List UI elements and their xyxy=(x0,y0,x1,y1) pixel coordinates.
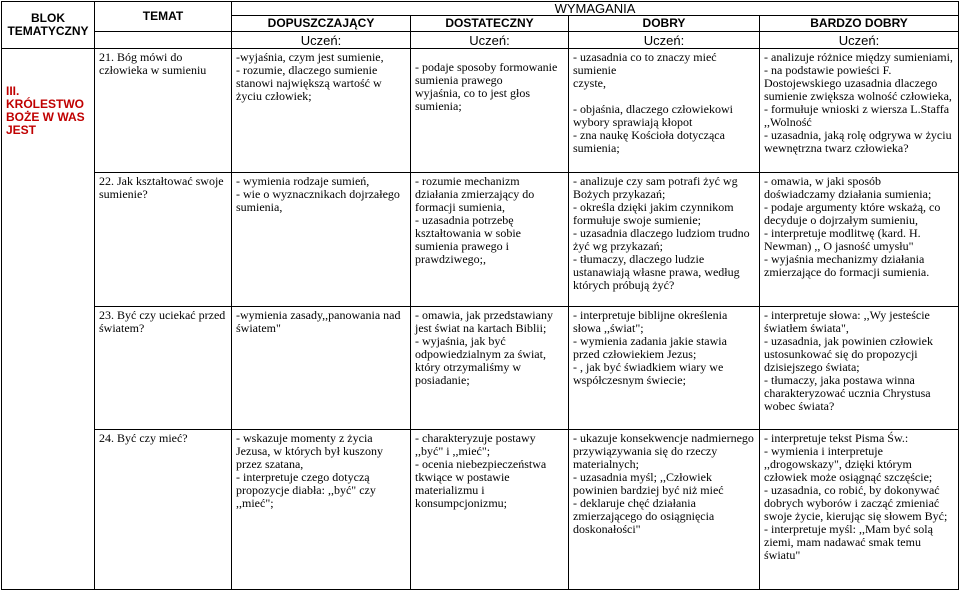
curriculum-table xyxy=(1,1,959,590)
bdb-23: - interpretuje słowa: ,,Wy jesteście światłem świata", - uzasadnia, jak powinien człowiek ustosunkować się do propozycji dzisiejszego świata; - tłumaczy, jaka postawa winna charakteryzować ucznia Chrystusa wobec świata? xyxy=(760,306,959,430)
header-empty xyxy=(95,32,232,49)
dop-21: -wyjaśnia, czym jest sumienie, - rozumie, dlaczego sumienie stanowi największą wartość w życiu człowiek; xyxy=(232,49,411,173)
dop-24: - wskazuje momenty z życia Jezusa, w których był kuszony przez szatana, - interpretuje czego dotyczą propozycje diabła: ,,być" czy ,,mieć"; xyxy=(232,430,411,590)
block-title: III. KRÓLESTWO BOŻE W WAS JEST xyxy=(2,49,95,590)
header-wymagania: WYMAGANIA xyxy=(232,2,959,16)
header-blok: BLOK TEMATYCZNY xyxy=(2,2,95,49)
dost-23: - omawia, jak przedstawiany jest świat na kartach Biblii; - wyjaśnia, jak być odpowiedzialnym za świat, który otrzymaliśmy w posiadanie; xyxy=(411,306,569,430)
uczen-label-dost: Uczeń: xyxy=(411,32,569,49)
dobry-22: - analizuje czy sam potrafi żyć wg Bożych przykazań; - określa dzięki jakim czynnikom formułuje swoje sumienie; - uzasadnia dlaczego ludziom trudno żyć wg przykazań; - tłumaczy, dlaczego ludzie ustanawiają własne prawa, według których próbują żyć? xyxy=(569,172,760,306)
dost-21: - podaje sposoby formowanie sumienia prawego wyjaśnia, co to jest głos sumienia; xyxy=(411,49,569,173)
bdb-24: - interpretuje tekst Pisma Św.: - wymienia i interpretuje ,,drogowskazy", dzięki którym człowiek może osiągnąć szczęście; - uzasadnia, co robić, by dokonywać dobrych wyborów i zacząć zmieniać swoje życie, kierując się słowem Być; - interpretuje myśl: ,,Mam być solą ziemi, mam nadawać smak temu światu" xyxy=(760,430,959,590)
topic-21: 21. Bóg mówi do człowieka w sumieniu xyxy=(95,49,232,173)
dobry-23: - interpretuje biblijne określenia słowa ,,świat"; - wymienia zadania jakie stawia przed człowiekiem Jezus; - , jak być świadkiem wiary we współczesnym świecie; xyxy=(569,306,760,430)
header-bardzo-dobry: BARDZO DOBRY xyxy=(760,16,959,32)
dop-23: -wymienia zasady,,panowania nad światem" xyxy=(232,306,411,430)
bdb-21: - analizuje różnice między sumieniami, - na podstawie powieści F. Dostojewskiego uzasadnia dlaczego sumienie zwiększa wolność człowieka, - formułuje wnioski z wiersza L.Staffa ,,Wolność - uzasadnia, jaką rolę odgrywa w życiu wewnętrzna twarz człowieka? xyxy=(760,49,959,173)
topic-23: 23. Być czy uciekać przed światem? xyxy=(95,306,232,430)
dost-24: - charakteryzuje postawy ,,być" i ,,mieć"; - ocenia niebezpieczeństwa tkwiące w postawie materializmu i konsumpcjonizmu; xyxy=(411,430,569,590)
bdb-22: - omawia, w jaki sposób doświadczamy działania sumienia; - podaje argumenty które wskażą, co decyduje o dojrzałym sumieniu, - interpretuje modlitwę (kard. H. Newman) ,, O jasność umysłu" - wyjaśnia mechanizmy działania zmierzające do formacji sumienia. xyxy=(760,172,959,306)
header-dostateczny: DOSTATECZNY xyxy=(411,16,569,32)
dop-22: - wymienia rodzaje sumień, - wie o wyznacznikach dojrzałego sumienia, xyxy=(232,172,411,306)
header-dobry: DOBRY xyxy=(569,16,760,32)
uczen-label-dop: Uczeń: xyxy=(232,32,411,49)
uczen-label-dobry: Uczeń: xyxy=(569,32,760,49)
topic-24: 24. Być czy mieć? xyxy=(95,430,232,590)
dobry-24: - ukazuje konsekwencje nadmiernego przywiązywania się do rzeczy materialnych; - uzasadnia myśl; ,,Człowiek powinien bardziej być niż mieć - deklaruje chęć działania zmierzającego do osiągnięcia doskonałości" xyxy=(569,430,760,590)
header-temat: TEMAT xyxy=(95,2,232,32)
header-dopuszczajacy: DOPUSZCZAJĄCY xyxy=(232,16,411,32)
uczen-label-bdb: Uczeń: xyxy=(760,32,959,49)
dost-22: - rozumie mechanizm działania zmierzający do formacji sumienia, - uzasadnia potrzebę kształtowania w sobie sumienia prawego i prawdziwego;, xyxy=(411,172,569,306)
dobry-21: - uzasadnia co to znaczy mieć sumienie czyste, - objaśnia, dlaczego człowiekowi wybory sprawiają kłopot - zna naukę Kościoła dotycząca sumienia; xyxy=(569,49,760,173)
topic-22: 22. Jak kształtować swoje sumienie? xyxy=(95,172,232,306)
